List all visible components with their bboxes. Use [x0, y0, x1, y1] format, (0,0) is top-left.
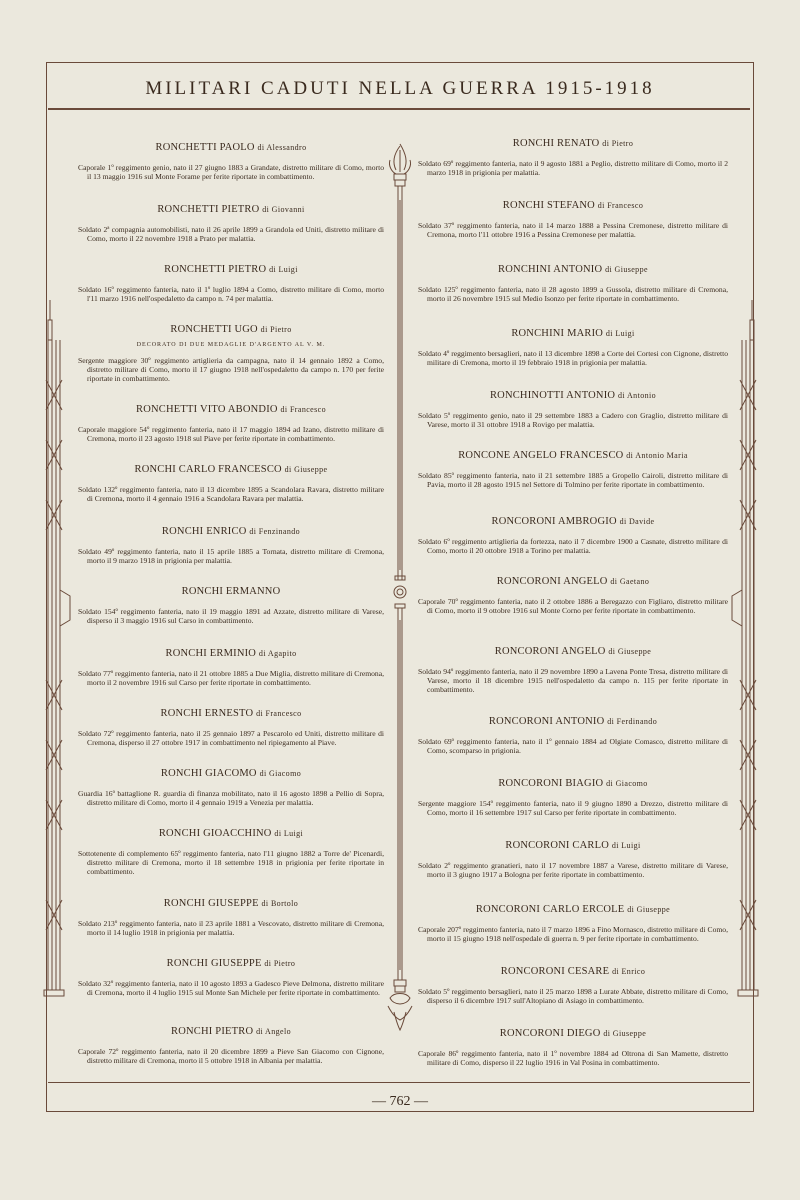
entry-surname: RONCORONI CARLO ERCOLE: [475, 904, 625, 915]
page-title: MILITARI CADUTI NELLA GUERRA 1915-1918: [145, 78, 655, 99]
entry-surname: RONCHI CARLO FRANCESCO: [134, 464, 282, 475]
entry-text: Caporale 86º reggimento fanteria, nato il 1º novembre 1884 ad Oltrona di San Mamette, distretto militare di Como, disperso il 22 luglio 1916 in Val Posina in combattimento.: [418, 1049, 728, 1068]
entry-surname: RONCHI GIOACCHINO: [158, 828, 272, 839]
entry-name: [78, 324, 384, 335]
entry: [78, 464, 384, 503]
entry-text: Sergente maggiore 30º reggimento artiglieria da campagna, nato il 14 gennaio 1892 a Como, distretto militare di Como, morto il 17 giugno 1918 nell'ospedaletto da campo n. 170 per ferite riportate in combattimento.: [78, 356, 384, 384]
entry-surname: RONCHETTI PAOLO: [155, 142, 255, 153]
entry-text: Soldato 85º reggimento fanteria, nato il 21 settembre 1885 a Gropello Cairoli, distretto militare di Pavia, morto il 28 agosto 1915 nel Settore di Tolmino per ferite riportate in combattimento.: [418, 471, 728, 490]
entry-surname: RONCHETTI PIETRO: [157, 204, 260, 215]
entry-name: [418, 646, 728, 657]
entry-surname: RONCORONI AMBROGIO: [491, 516, 617, 527]
entry: [418, 200, 728, 239]
entry-surname: RONCHETTI VITO ABONDIO: [136, 404, 278, 415]
entry-surname: RONCORONI DIEGO: [499, 1028, 601, 1039]
entry-name: [418, 904, 728, 915]
entry-surname: RONCORONI CARLO: [505, 840, 610, 851]
entry: [418, 716, 728, 755]
entry: [418, 138, 728, 177]
entry-text: Soldato 2º reggimento granatieri, nato il 17 novembre 1887 a Varese, distretto militare di Varese, morto il 3 giugno 1917 a Bologna per ferite riportate in combattimento.: [418, 861, 728, 880]
entry: [78, 768, 384, 807]
entry: [78, 708, 384, 747]
entry-name: [418, 716, 728, 727]
entry-surname: RONCORONI ANTONIO: [488, 716, 605, 727]
entry-text: Caporale 70º reggimento fanteria, nato il 2 ottobre 1886 a Beregazzo con Figliaro, distretto militare di Como, morto il 9 ottobre 1916 sul Monte Corno per ferite riportate in combattimento.: [418, 597, 728, 616]
entry-surname: RONCHI ERMANNO: [181, 586, 281, 597]
entry-name: [418, 200, 728, 211]
entry-text: Soldato 72º reggimento fanteria, nato il 25 gennaio 1897 a Pescarolo ed Uniti, distretto militare di Cremona, disperso il 27 ottobre 1917 in combattimento nel ripiegamento al Piave.: [78, 729, 384, 748]
entry-father: di Alessandro: [257, 143, 307, 152]
entry: [78, 1026, 384, 1065]
entry-father: di Francesco: [256, 709, 302, 718]
entry-name: [78, 586, 384, 597]
entry-name: [418, 264, 728, 275]
torch-column-ornament: [384, 140, 416, 1040]
entry: [418, 450, 728, 489]
entry-text: Caporale 72º reggimento fanteria, nato il 20 dicembre 1899 a Pieve San Giacomo con Cignone, distretto militare di Cremona, morto il 5 ottobre 1918 in Albania per malattia.: [78, 1047, 384, 1066]
entry-text: Soldato 154º reggimento fanteria, nato il 19 maggio 1891 ad Azzate, distretto militare di Varese, disperso il 3 maggio 1916 sul Carso in combattimento.: [78, 607, 384, 626]
entry: [418, 516, 728, 555]
entry-father: di Bortolo: [261, 899, 299, 908]
entry-name: [78, 768, 384, 779]
entry-text: Soldato 94º reggimento fanteria, nato il 29 novembre 1890 a Lavena Ponte Tresa, distretto militare di Varese, morto il 18 dicembre 1915 nell'ospedaletto da campo n. 115 per ferite riportate in combattimento.: [418, 667, 728, 695]
entry-father: di Davide: [619, 517, 655, 526]
entry-father: di Giacomo: [606, 779, 648, 788]
entry-text: Guardia 16º battaglione R. guardia di finanza mobilitato, nato il 16 agosto 1898 a Pellio di Sopra, distretto militare di Como, morto il 4 gennaio 1919 a Venezia per malattia.: [78, 789, 384, 808]
entry-name: [418, 966, 728, 977]
entry-surname: RONCORONI BIAGIO: [498, 778, 604, 789]
entry-text: Caporale 207º reggimento fanteria, nato il 7 marzo 1896 a Fino Mornasco, distretto militare di Como, morto il 15 giugno 1918 nell'ospedale di guerra n. 9 per ferite riportate in combattimento.: [418, 925, 728, 944]
entry-father: di Angelo: [256, 1027, 291, 1036]
entry-surname: RONCHETTI PIETRO: [164, 264, 267, 275]
entry-surname: RONCHI GIUSEPPE: [163, 898, 259, 909]
entry-father: di Antonio Maria: [626, 451, 688, 460]
entry-name: [78, 708, 384, 719]
entry-father: di Luigi: [269, 265, 298, 274]
entry-father: di Antonio: [618, 391, 657, 400]
entry-text: Soldato 132º reggimento fanteria, nato il 13 dicembre 1895 a Scandolara Ravara, distretto militare di Cremona, morto il 4 gennaio 1916 a Scandolara Ravara per malattia.: [78, 485, 384, 504]
entry-text: Soldato 4º reggimento bersaglieri, nato il 13 dicembre 1898 a Corte dei Cortesi con Cignone, distretto militare di Cremona, morto il 19 febbraio 1918 in prigionia per malattia.: [418, 349, 728, 368]
entry: [78, 264, 384, 303]
entry: [78, 142, 384, 181]
entry-text: Soldato 5º reggimento genio, nato il 29 settembre 1883 a Cadero con Graglio, distretto militare di Varese, morto il 31 ottobre 1918 a Rovigo per malattia.: [418, 411, 728, 430]
entry-name: [78, 828, 384, 839]
entry-name: [418, 328, 728, 339]
entry-name: [418, 576, 728, 587]
entry-text: Soldato 125º reggimento fanteria, nato il 28 agosto 1899 a Gussola, distretto militare di Cremona, morto il 26 novembre 1915 sul Medio Isonzo per ferite riportate in combattimento.: [418, 285, 728, 304]
entry-father: di Fenzinando: [249, 527, 301, 536]
entry-father: di Luigi: [274, 829, 304, 838]
entry: [78, 898, 384, 937]
entry-text: Soldato 69º reggimento fanteria, nato il 9 agosto 1881 a Peglio, distretto militare di Como, morto il 2 marzo 1918 in prigionia per malattia.: [418, 159, 728, 178]
entry-father: di Pietro: [602, 139, 634, 148]
entry-name: [418, 138, 728, 149]
entry-text: Soldato 2ª compagnia automobilisti, nato il 26 aprile 1899 a Grandola ed Uniti, distretto militare di Como, morto il 22 novembre 1918 a Prato per malattia.: [78, 225, 384, 244]
entry-surname: RONCHI GIACOMO: [160, 768, 257, 779]
entry-surname: RONCHI ENRICO: [161, 526, 247, 537]
entry-surname: RONCONE ANGELO FRANCESCO: [458, 450, 624, 461]
entry-name: [78, 142, 384, 153]
entry-name: [78, 526, 384, 537]
entry: [418, 390, 728, 429]
entry-father: di Enrico: [612, 967, 646, 976]
entry-name: [78, 464, 384, 475]
entry-name: [78, 204, 384, 215]
entry: [78, 586, 384, 625]
entry: [418, 264, 728, 303]
entry: [418, 1028, 728, 1067]
entry: [418, 576, 728, 615]
entry-father: di Giuseppe: [605, 265, 648, 274]
entry-surname: RONCORONI ANGELO: [496, 576, 608, 587]
entry-text: Sergente maggiore 154º reggimento fanteria, nato il 9 giugno 1890 a Drezzo, distretto militare di Como, morto il 16 settembre 1917 sul Carso per ferite riportate in combattimento.: [418, 799, 728, 818]
entry-name: [418, 450, 728, 461]
page-number: — 762 —: [372, 1094, 428, 1109]
left-fasces-ornament: [36, 300, 72, 1000]
entry-father: di Luigi: [611, 841, 641, 850]
entry-father: di Luigi: [605, 329, 635, 338]
entry-name: [78, 1026, 384, 1037]
entry: [78, 958, 384, 997]
entry-text: Soldato 5º reggimento bersaglieri, nato il 25 marzo 1898 a Lurate Abbate, distretto militare di Como, disperso il 6 dicembre 1917 sull'Altopiano di Asiago in combattimento.: [418, 987, 728, 1006]
entry: [418, 966, 728, 1005]
entry-surname: RONCHINOTTI ANTONIO: [489, 390, 616, 401]
entry-text: Caporale maggiore 54º reggimento fanteria, nato il 17 maggio 1894 ad Izano, distretto militare di Cremona, morto il 23 agosto 1918 sul Piave per ferite riportate in combattimento.: [78, 425, 384, 444]
entry-surname: RONCHETTI UGO: [170, 324, 258, 335]
entry-text: Sottotenente di complemento 65º reggimento fanteria, nato l'11 giugno 1882 a Torre de' Picenardi, distretto militare di Cremona, morto il 18 settembre 1918 in prigionia per ferite riportate in combattimento.: [78, 849, 384, 877]
entry: [418, 646, 728, 695]
entry: [78, 526, 384, 565]
entry-father: di Pietro: [260, 325, 292, 334]
entry-name: [78, 958, 384, 969]
entry-father: di Francesco: [280, 405, 326, 414]
entry-father: di Giuseppe: [608, 647, 652, 656]
entry: [78, 648, 384, 687]
entry-surname: RONCHI RENATO: [512, 138, 600, 149]
entry-father: di Francesco: [597, 201, 644, 210]
entry-text: Soldato 49º reggimento fanteria, nato il 15 aprile 1885 a Tornata, distretto militare di Cremona, morto il 9 marzo 1918 in prigionia per malattia.: [78, 547, 384, 566]
right-fasces-ornament: [730, 300, 766, 1000]
entry-name: [78, 898, 384, 909]
entry-text: Soldato 16º reggimento fanteria, nato il 1º luglio 1894 a Como, distretto militare di Como, morto l'11 marzo 1916 nell'ospedaletto da campo n. 74 per malattia.: [78, 285, 384, 304]
entry: [78, 404, 384, 443]
entry: [78, 828, 384, 877]
entry-name: [418, 1028, 728, 1039]
entry-name: [418, 778, 728, 789]
entry-surname: RONCHINI ANTONIO: [498, 264, 603, 275]
entry-father: di Gaetano: [610, 577, 650, 586]
bottom-rule: [48, 1082, 750, 1083]
entry-surname: RONCORONI ANGELO: [494, 646, 606, 657]
entry: [418, 904, 728, 943]
entry: [418, 778, 728, 817]
entry-name: [78, 264, 384, 275]
entry-text: Soldato 6º reggimento artiglieria da fortezza, nato il 7 dicembre 1900 a Casnate, distretto militare di Como, morto il 20 ottobre 1918 a Torino per malattia.: [418, 537, 728, 556]
entry: [78, 204, 384, 243]
entry-surname: RONCHI GIUSEPPE: [166, 958, 262, 969]
entry-text: Soldato 32º reggimento fanteria, nato il 10 agosto 1893 a Gadesco Pieve Delmona, distretto militare di Cremona, morto il 4 luglio 1915 sul Monte San Michele per ferite riportate in combattimento.: [78, 979, 384, 998]
entry-name: [418, 516, 728, 527]
entry-surname: RONCHI STEFANO: [502, 200, 595, 211]
entry-father: di Giacomo: [259, 769, 302, 778]
entry-surname: RONCHINI MARIO: [511, 328, 604, 339]
entry-text: Caporale 1º reggimento genio, nato il 27 giugno 1883 a Grandate, distretto militare di Como, morto il 13 maggio 1916 sul Monte Forame per ferite riportate in combattimento.: [78, 163, 384, 182]
entry-father: di Giovanni: [262, 205, 305, 214]
entry-text: Soldato 69º reggimento fanteria, nato il 1º gennaio 1884 ad Olgiate Comasco, distretto militare di Como, scomparso in prigionia.: [418, 737, 728, 756]
entry-father: di Giuseppe: [627, 905, 671, 914]
entry: [418, 840, 728, 879]
entry-father: di Agapito: [258, 649, 297, 658]
entry-father: di Pietro: [264, 959, 296, 968]
entry-text: Soldato 77º reggimento fanteria, nato il 21 ottobre 1885 a Due Miglia, distretto militare di Cremona, morto il 2 novembre 1916 sul Carso per ferite riportate in combattimento.: [78, 669, 384, 688]
entry-surname: RONCHI PIETRO: [171, 1026, 254, 1037]
entry: [78, 324, 384, 384]
entry-surname: RONCORONI CESARE: [500, 966, 610, 977]
entry-text: Soldato 37º reggimento fanteria, nato il 14 marzo 1888 a Pessina Cremonese, distretto militare di Cremona, morto l'11 ottobre 1916 a Pessina Cremonese per malattia.: [418, 221, 728, 240]
entry-text: Soldato 213º reggimento fanteria, nato il 23 aprile 1881 a Vescovato, distretto militare di Cremona, morto il 14 luglio 1918 in prigionia per malattia.: [78, 919, 384, 938]
entry-father: di Giuseppe: [603, 1029, 647, 1038]
entry-name: [418, 390, 728, 401]
entry-name: [78, 404, 384, 415]
entry-father: di Ferdinando: [607, 717, 658, 726]
entry-father: di Giuseppe: [284, 465, 328, 474]
entry-surname: RONCHI ERNESTO: [160, 708, 254, 719]
entry-surname: RONCHI ERMINIO: [165, 648, 257, 659]
entry: [418, 328, 728, 367]
entry-name: [78, 648, 384, 659]
entry-decoration: DECORATO DI DUE MEDAGLIE D'ARGENTO AL V. M.: [136, 342, 326, 348]
entry-name: [418, 840, 728, 851]
